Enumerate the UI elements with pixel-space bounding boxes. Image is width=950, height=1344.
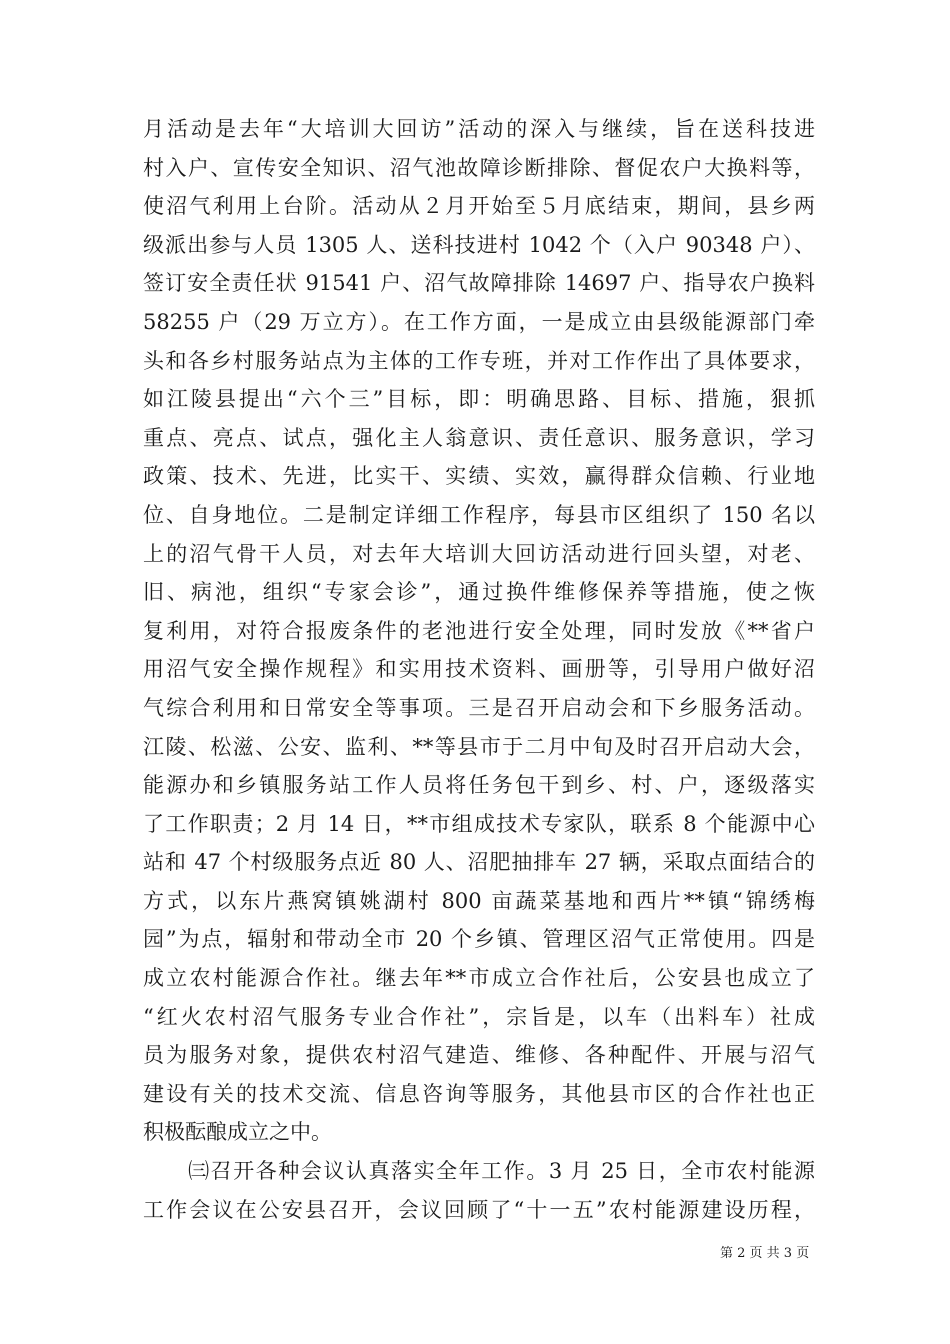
text-line: 使沼气利用上台阶。活动从２月开始至５月底结束，期间，县乡两 bbox=[143, 194, 815, 219]
text-line: 工作会议在公安县召开，会议回顾了“十一五”农村能源建设历程， bbox=[143, 1197, 815, 1222]
text-line: 政策、技术、先进，比实干、实绩、实效，赢得群众信赖、行业地 bbox=[143, 464, 815, 489]
text-line: 级派出参与人员 1305 人、送科技进村 1042 个（入户 90348 户）、 bbox=[143, 232, 815, 257]
body-text bbox=[143, 110, 815, 1229]
text-line: 用沼气安全操作规程》和实用技术资料、画册等，引导用户做好沼 bbox=[143, 657, 815, 682]
text-line: 建设有关的技术交流、信息咨询等服务，其他县市区的合作社也正 bbox=[143, 1081, 815, 1106]
text-line: 成立农村能源合作社。继去年**市成立合作社后，公安县也成立了 bbox=[143, 966, 815, 991]
page-footer: 第 2 页 共 3 页 bbox=[720, 1246, 810, 1261]
text-line: 员为服务对象，提供农村沼气建造、维修、各种配件、开展与沼气 bbox=[143, 1043, 815, 1068]
text-line: 旧、病池，组织“专家会诊”，通过换件维修保养等措施，使之恢 bbox=[143, 580, 815, 605]
text-line: 复利用，对符合报废条件的老池进行安全处理，同时发放《**省户 bbox=[143, 618, 815, 643]
text-line: 站和 47 个村级服务点近 80 人、沼肥抽排车 27 辆，采取点面结合的 bbox=[143, 850, 815, 875]
text-line: 上的沼气骨干人员，对去年大培训大回访活动进行回头望，对老、 bbox=[143, 541, 815, 566]
text-line: 头和各乡村服务站点为主体的工作专班，并对工作作出了具体要求， bbox=[143, 348, 815, 373]
text-line: 月活动是去年“大培训大回访”活动的深入与继续，旨在送科技进 bbox=[143, 117, 815, 141]
text-line: 了工作职责；2 月 14 日，**市组成技术专家队，联系 8 个能源中心 bbox=[143, 811, 815, 836]
text-line: 能源办和乡镇服务站工作人员将任务包干到乡、村、户，逐级落实 bbox=[143, 773, 815, 798]
text-line: 方式，以东片燕窝镇姚湖村 800 亩蔬菜基地和西片**镇“锦绣梅 bbox=[143, 888, 815, 913]
text-line: 58255 户（29 万立方）。在工作方面，一是成立由县级能源部门牵 bbox=[143, 309, 815, 334]
text-line: 积极酝酿成立之中。 bbox=[143, 1120, 332, 1145]
text-line: ㈢召开各种会议认真落实全年工作。3 月 25 日，全市农村能源 bbox=[143, 1159, 815, 1184]
text-line: 园”为点，辐射和带动全市 20 个乡镇、管理区沼气正常使用。四是 bbox=[143, 927, 815, 952]
text-line: 如江陵县提出“六个三”目标，即：明确思路、目标、措施，狠抓 bbox=[143, 387, 815, 412]
text-line: 重点、亮点、试点，强化主人翁意识、责任意识、服务意识，学习 bbox=[143, 425, 815, 450]
text-line: “红火农村沼气服务专业合作社”，宗旨是，以车（出料车）社成 bbox=[143, 1004, 815, 1029]
text-line: 江陵、松滋、公安、监利、**等县市于二月中旬及时召开启动大会， bbox=[143, 734, 815, 759]
text-line: 气综合利用和日常安全等事项。三是召开启动会和下乡服务活动。 bbox=[143, 695, 815, 720]
text-line: 位、自身地位。二是制定详细工作程序，每县市区组织了 150 名以 bbox=[143, 502, 815, 527]
text-line: 签订安全责任状 91541 户、沼气故障排除 14697 户、指导农户换料 bbox=[143, 271, 815, 296]
text-line: 村入户、宣传安全知识、沼气池故障诊断排除、督促农户大换料等， bbox=[143, 155, 815, 180]
